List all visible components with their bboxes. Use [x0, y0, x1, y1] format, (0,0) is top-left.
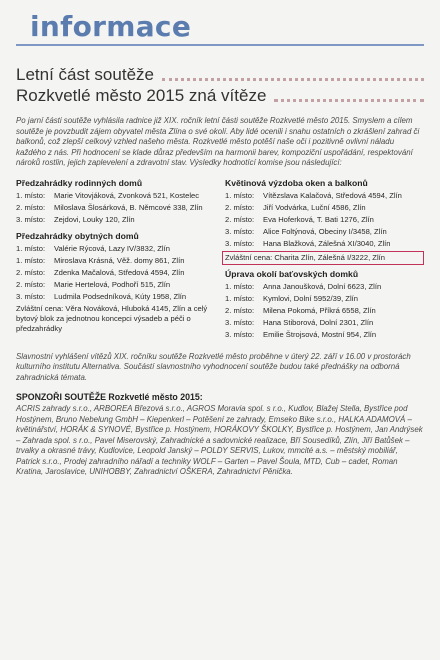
- winner-text: Anna Janoušková, Dolní 6623, Zlín: [263, 281, 382, 291]
- masthead: [16, 0, 424, 48]
- headline-dots: [162, 68, 424, 81]
- masthead-rule: [16, 44, 424, 46]
- list-item: [16, 256, 215, 266]
- winner-text: Miroslava Krásná, Věž. domy 861, Zlín: [54, 255, 185, 265]
- winner-text: Valérie Rýcová, Lazy IV/3832, Zlín: [54, 243, 170, 253]
- special-award-highlighted: Zvláštní cena: Charita Zlín, Zálešná I/3222, Zlín: [222, 251, 424, 265]
- place-label: 1. místo:: [225, 281, 255, 291]
- place-label: 2. místo:: [225, 202, 255, 212]
- rodinne-list: [16, 191, 215, 225]
- winner-text: Milena Pokomá, Příkrá 6558, Zlín: [263, 305, 376, 315]
- list-item: [225, 330, 424, 340]
- results-columns: [16, 178, 424, 342]
- special-award-obytne: Zvláštní cena: Věra Nováková, Hluboká 4145, Zlín a celý bytový blok za jednotnou koncepci výsadeb a péči o předzahrádky: [16, 303, 208, 333]
- winner-text: Miloslava Šlosárková, B. Němcové 338, Zlín: [54, 202, 203, 212]
- place-label: 3. místo:: [225, 329, 255, 339]
- place-label: 3. místo:: [225, 226, 255, 236]
- headline-line-1: [16, 64, 424, 85]
- place-label: 3. místo:: [16, 291, 46, 301]
- winner-text: Eva Hoferková, T. Bati 1276, Zlín: [263, 214, 374, 224]
- list-item: [225, 294, 424, 304]
- winner-text: Alice Foltýnová, Obeciny I/3458, Zlín: [263, 226, 387, 236]
- list-item: [16, 268, 215, 278]
- winner-text: Emilie Štrojsová, Mostní 954, Zlín: [263, 329, 377, 339]
- winner-text: Marie Vitovjáková, Zvonková 521, Kostelec: [54, 190, 200, 200]
- headline-text-2: Rozkvetlé město 2015 zná vítěze: [16, 86, 267, 105]
- place-label: 2. místo:: [16, 202, 46, 212]
- headline-line-2: [16, 85, 424, 106]
- section-title-rodinne: Předzahrádky rodinných domů: [16, 177, 143, 188]
- place-label: 3. místo:: [225, 238, 255, 248]
- headline-dots: [274, 89, 424, 102]
- intro-paragraph: Po jarní části soutěže vyhlásila radnice již XIX. ročník letní části soutěže Rozkvetlé město 2015. Smyslem a cílem soutěže je povzbudit zájem obyvatel města Zlína o své okolí. Aby lidé ocenili i snahu ostatních o zkrášlení zahrad či balkonů, což zlepší celkový vzhled našeho města. Rozkvetlé město potěší naše oči i pozitivně ovlivní náladu každého z nás. Při hodnocení se klade důraz především na harmonii barev, kompoziční uspořádání, respektování nároků rostlin, jejich zaplevelení a zdravotní stav. Výsledky hodnotící komise jsou následující:: [16, 116, 420, 168]
- headline-text-1: Letní část soutěže: [16, 65, 154, 84]
- kvetinova-list: [225, 191, 424, 249]
- list-item: [16, 280, 215, 290]
- list-item: [225, 306, 424, 316]
- list-item: [16, 215, 215, 225]
- place-label: 1. místo:: [16, 190, 46, 200]
- left-column: [16, 178, 215, 342]
- section-title-obytne: Předzahrádky obytných domů: [16, 230, 139, 241]
- place-label: 1. místo:: [16, 243, 46, 253]
- ceremony-paragraph: Slavnostní vyhlášení vítězů XIX. ročníku soutěže Rozkvetlé město proběhne v úterý 22. září v 16.00 v prostorách kulturního institutu Alternativa. Součástí slavnostního vyhodnocení soutěže budou také přednášky na odborná zahradnická témata.: [16, 351, 411, 382]
- place-label: 1. místo:: [16, 255, 46, 265]
- list-item: [225, 239, 424, 249]
- list-item: [16, 292, 215, 302]
- list-item: [16, 244, 215, 254]
- sponsors-title: SPONZOŘI SOUTĚŽE Rozkvetlé město 2015:: [16, 392, 203, 403]
- list-item: [225, 203, 424, 213]
- winner-text: Jiří Vodvárka, Luční 4586, Zlín: [263, 202, 366, 212]
- sponsors-text: ACRIS zahrady s.r.o., ARBOREA Březová s.r.o., AGROS Moravia spol. s r.o., Kudlov, Blažej Stella, Bystřice pod Hostýnem, Bruno Nebelung GmbH – Kiepenkerl – Potěšení ze zahrady, Emseko Bike s.r.o., HALKA ADAMOVÁ – květinářství, HORÁK & SYNOVÉ, Bystřice p. Hostýnem, HORÁKOVY ŠKOLKY, Bystřice p. Hostýnem, Jan Andrýsek – Zahrada spol. s r.o., Pavel Miserovský, Zahradnické a sadovnické realizace, Bří Sousedíků, Zlín, Jiří Batůšek – trvalky a okrasné trávy, Kudlovice, Leopold Janský – POLDY SERVIS, Lukov, mmcité a.s. – městský mobiliář, Patrick s.r.o., Prodej zahradního nářadí a techniky WOLF – Garten – Pavel Šoula, MTD, Cub – cadet, Roman Kratina, Jaroslavice, UNIHOBBY, Zahradnictví OŠKERA, Zahradnictví Pěnička.: [16, 404, 423, 477]
- winner-text: Zejdovi, Louky 120, Zlín: [54, 214, 135, 224]
- list-item: [225, 282, 424, 292]
- list-item: [16, 191, 215, 201]
- list-item: [225, 191, 424, 201]
- place-label: 2. místo:: [225, 214, 255, 224]
- obytne-list: [16, 244, 215, 302]
- right-column: [225, 178, 424, 342]
- winner-text: Marie Hertelová, Podhoří 515, Zlín: [54, 279, 171, 289]
- masthead-title: informace: [30, 10, 192, 43]
- place-label: 3. místo:: [16, 214, 46, 224]
- winner-text: Hana Blažková, Zálešná XI/3040, Zlín: [263, 238, 391, 248]
- place-label: 3. místo:: [225, 317, 255, 327]
- winner-text: Vítězslava Kalačová, Středová 4594, Zlín: [263, 190, 402, 200]
- winner-text: Zdenka Mačalová, Středová 4594, Zlín: [54, 267, 185, 277]
- winner-text: Ludmila Podsedníková, Kúty 1958, Zlín: [54, 291, 187, 301]
- place-label: 1. místo:: [225, 190, 255, 200]
- list-item: [225, 215, 424, 225]
- winner-text: Kymlovi, Dolní 5952/39, Zlín: [263, 293, 358, 303]
- list-item: [16, 203, 215, 213]
- place-label: 2. místo:: [225, 305, 255, 315]
- winner-text: Hana Stiborová, Dolní 2301, Zlín: [263, 317, 374, 327]
- list-item: [225, 227, 424, 237]
- section-title-batovske: Úprava okolí baťovských domků: [225, 268, 359, 279]
- article-headline: [16, 64, 424, 106]
- section-title-kvetinova: Květinová výzdoba oken a balkonů: [225, 177, 368, 188]
- list-item: [225, 318, 424, 328]
- place-label: 2. místo:: [16, 279, 46, 289]
- place-label: 1. místo:: [225, 293, 255, 303]
- batovske-list: [225, 282, 424, 340]
- place-label: 2. místo:: [16, 267, 46, 277]
